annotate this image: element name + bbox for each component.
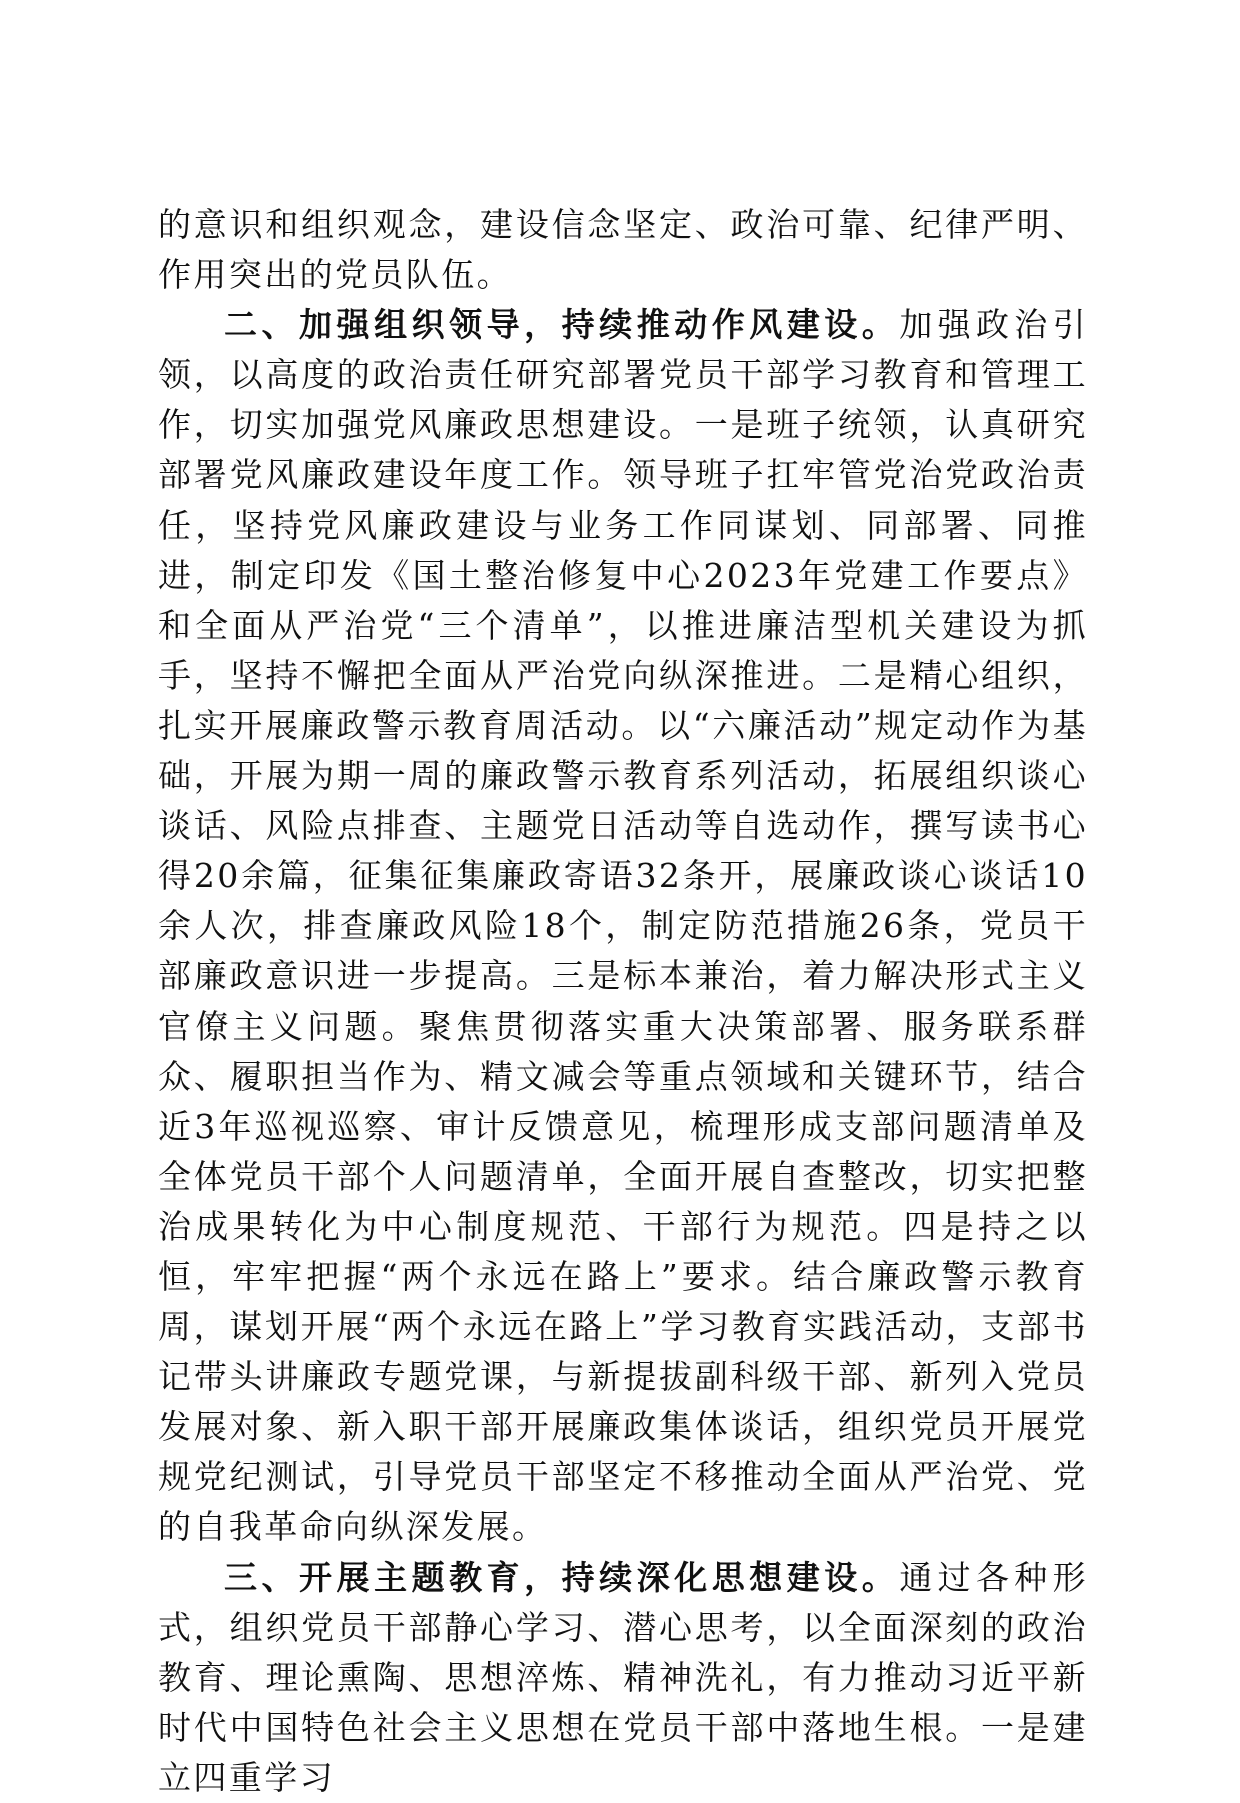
- paragraph-body: 通过各种形式，组织党员干部静心学习、潜心思考，以全面深刻的政治教育、理论熏陶、思想淬炼、精神洗礼，有力推动习近平新时代中国特色社会主义思想在党员干部中落地生根。一是建立四重学习: [158, 1557, 1088, 1797]
- paragraph-section-2: [158, 300, 1088, 1552]
- section-heading: 二、加强组织领导，持续推动作风建设。: [224, 305, 900, 345]
- paragraph-continuation: [158, 200, 1088, 300]
- section-heading: 三、开展主题教育，持续深化思想建设。: [224, 1557, 900, 1597]
- paragraph-section-3: [158, 1553, 1088, 1803]
- paragraph-body: 加强政治引领，以高度的政治责任研究部署党员干部学习教育和管理工作，切实加强党风廉政思想建设。一是班子统领，认真研究部署党风廉政建设年度工作。领导班子扛牢管党治党政治责任，坚持党风廉政建设与业务工作同谋划、同部署、同推进，制定印发《国土整治修复中心2023年党建工作要点》和全面从严治党“三个清单”，以推进廉洁型机关建设为抓手，坚持不懈把全面从严治党向纵深推进。二是精心组织，扎实开展廉政警示教育周活动。以“六廉活动”规定动作为基础，开展为期一周的廉政警示教育系列活动，拓展组织谈心谈话、风险点排查、主题党日活动等自选动作，撰写读书心得20余篇，征集征集廉政寄语32条开，展廉政谈心谈话10余人次，排查廉政风险18个，制定防范措施26条，党员干部廉政意识进一步提高。三是标本兼治，着力解决形式主义官僚主义问题。聚焦贯彻落实重大决策部署、服务联系群众、履职担当作为、精文减会等重点领域和关键环节，结合近3年巡视巡察、审计反馈意见，梳理形成支部问题清单及全体党员干部个人问题清单，全面开展自查整改，切实把整治成果转化为中心制度规范、干部行为规范。四是持之以恒，牢牢把握“两个永远在路上”要求。结合廉政警示教育周，谋划开展“两个永远在路上”学习教育实践活动，支部书记带头讲廉政专题党课，与新提拔副科级干部、新列入党员发展对象、新入职干部开展廉政集体谈话，组织党员开展党规党纪测试，引导党员干部坚定不移推动全面从严治党、党的自我革命向纵深发展。: [158, 305, 1088, 1547]
- document-page: [158, 200, 1088, 1803]
- paragraph-body: 的意识和组织观念，建设信念坚定、政治可靠、纪律严明、作用突出的党员队伍。: [158, 205, 1088, 295]
